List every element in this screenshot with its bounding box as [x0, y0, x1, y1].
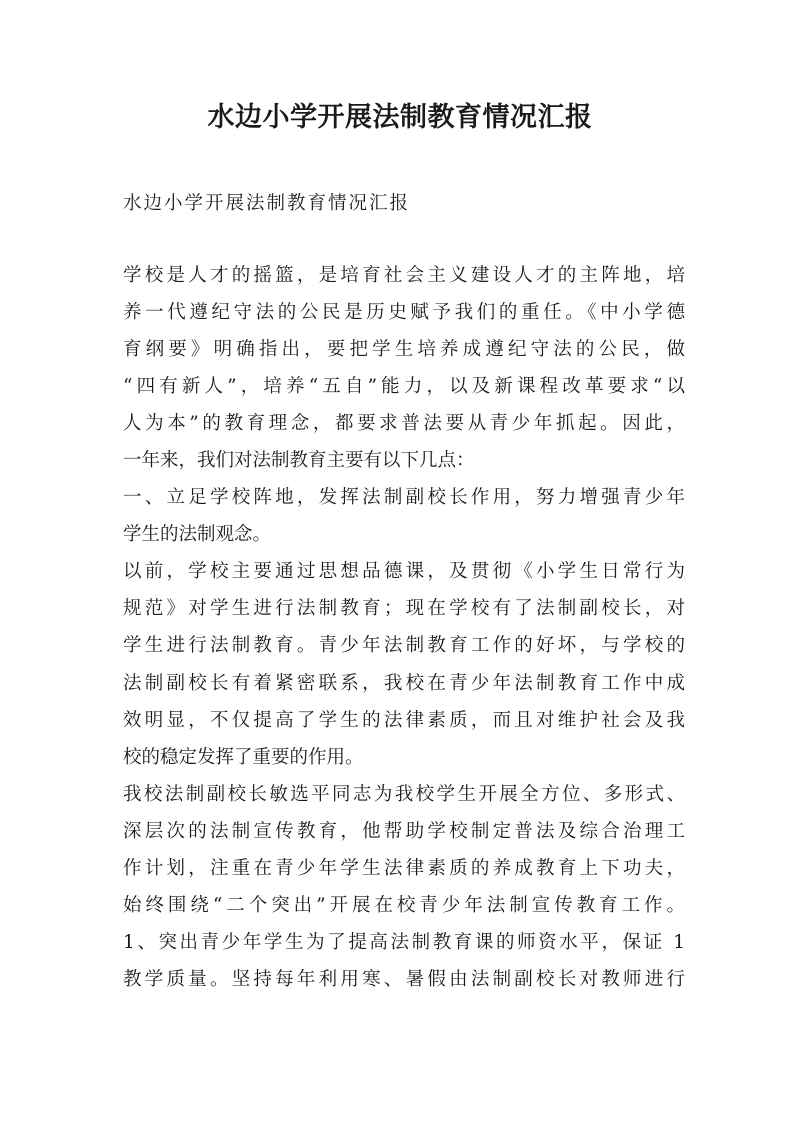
document-title: 水边小学开展法制教育情况汇报 — [207, 102, 593, 133]
body-text-line: 一年来，我们对法制教育主要有以下几点： — [123, 450, 475, 472]
body-text-line: 人为本”的教育理念，都要求普法要从青少年抓起。因此， — [123, 413, 685, 435]
body-text-line: 一、立足学校阵地，发挥法制副校长作用，努力增强青少年 — [123, 487, 685, 509]
body-text-line: 始终围绕“二个突出”开展在校青少年法制宣传教育工作。 — [123, 894, 685, 916]
body-text-line: 效明显，不仅提高了学生的法律素质，而且对维护社会及我 — [123, 709, 685, 731]
body-text-line: 以前，学校主要通过思想品德课，及贯彻《小学生日常行为 — [123, 561, 685, 583]
document-subtitle: 水边小学开展法制教育情况汇报 — [123, 193, 411, 214]
body-text-line: 校的稳定发挥了重要的作用。 — [123, 746, 364, 768]
body-text-line: 规范》对学生进行法制教育；现在学校有了法制副校长，对 — [123, 598, 685, 620]
body-text-line: 学生的法制观念。 — [123, 524, 272, 546]
body-text-line: 深层次的法制宣传教育，他帮助学校制定普法及综合治理工 — [123, 820, 685, 842]
body-text-line: 学生进行法制教育。青少年法制教育工作的好坏，与学校的 — [123, 635, 685, 657]
body-text-line: 作计划，注重在青少年学生法律素质的养成教育上下功夫， — [123, 857, 685, 879]
body-text-line: 我校法制副校长敏选平同志为我校学生开展全方位、多形式、 — [123, 783, 685, 805]
body-text-line: 教学质量。坚持每年利用寒、暑假由法制副校长对教师进行 — [123, 968, 685, 990]
body-text-line: 育纲要》明确指出，要把学生培养成遵纪守法的公民，做 — [123, 339, 685, 361]
body-text-line: 法制副校长有着紧密联系，我校在青少年法制教育工作中成 — [123, 672, 685, 694]
body-text-line: 1、突出青少年学生为了提高法制教育课的师资水平，保证 1 — [123, 931, 685, 953]
body-text-line: 学校是人才的摇篮，是培育社会主义建设人才的主阵地，培 — [123, 265, 685, 286]
body-text-line: “四有新人”，培养“五自”能力，以及新课程改革要求“以 — [123, 376, 685, 398]
document-body — [123, 257, 685, 998]
body-text-line: 养一代遵纪守法的公民是历史赋予我们的重任。《中小学德 — [123, 302, 685, 324]
